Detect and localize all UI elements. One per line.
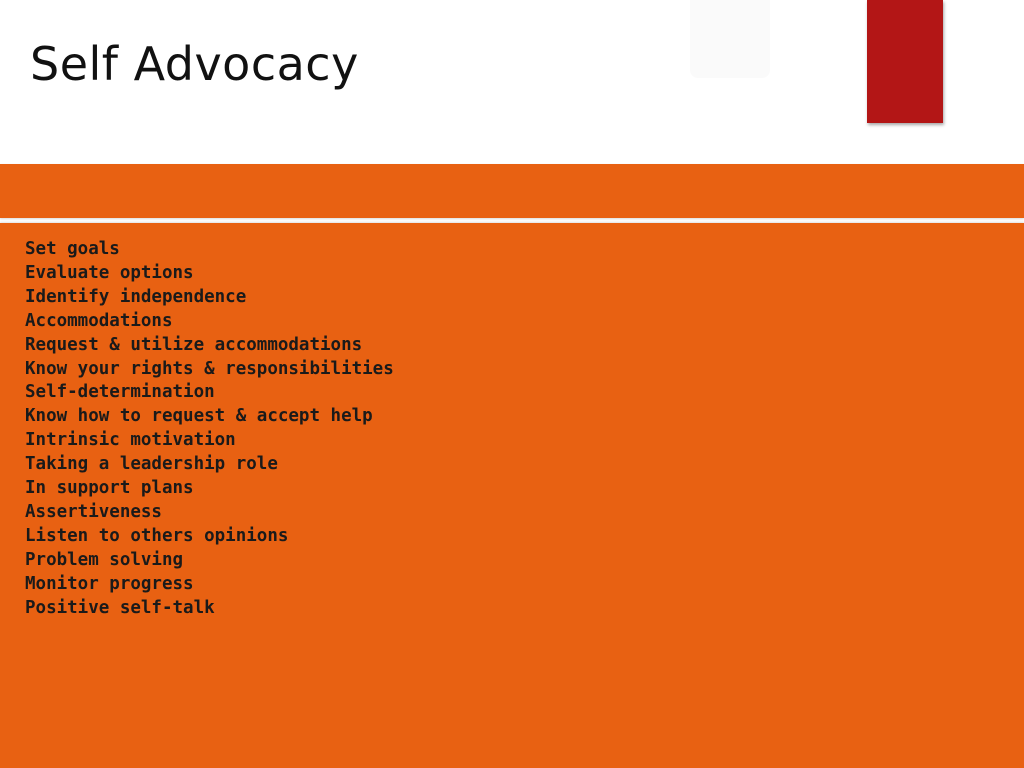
- list-item: Self-determination: [25, 382, 215, 403]
- decorative-shape: [690, 0, 770, 78]
- red-accent-tab: [867, 0, 943, 123]
- list-item: Intrinsic motivation: [25, 430, 236, 451]
- list-item: Taking a leadership role: [25, 454, 278, 475]
- list-item: Identify independence: [25, 286, 247, 307]
- list-item: In support plans: [25, 478, 194, 499]
- content-panel: [0, 223, 1024, 768]
- list-item: Accommodations: [25, 310, 173, 331]
- list-item: Assertiveness: [25, 501, 162, 522]
- list-item: Request & utilize accommodations: [25, 334, 363, 355]
- list-item: Evaluate options: [25, 262, 194, 283]
- list-item: Set goals: [25, 239, 120, 259]
- slide-title: Self Advocacy: [30, 37, 359, 91]
- bullet-list: [25, 238, 394, 621]
- list-item: Know how to request & accept help: [25, 406, 373, 427]
- list-item: Listen to others opinions: [25, 525, 289, 546]
- list-item: Problem solving: [25, 549, 184, 570]
- orange-header-band: [0, 164, 1024, 218]
- list-item: Monitor progress: [25, 573, 194, 594]
- list-item: Positive self-talk: [25, 597, 215, 618]
- list-item: Know your rights & responsibilities: [25, 358, 394, 379]
